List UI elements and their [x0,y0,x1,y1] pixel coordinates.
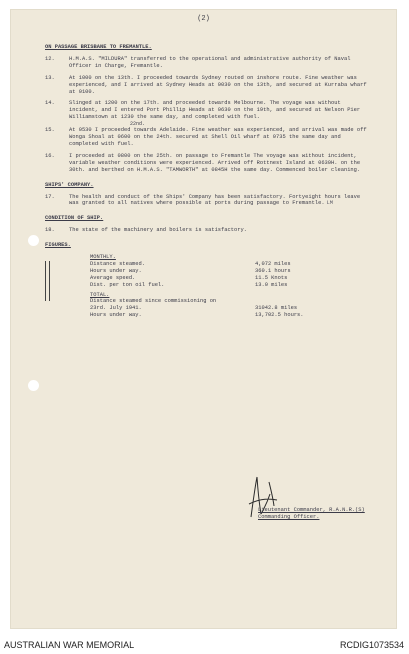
figure-label: Distance steamed since commissioning on [90,298,217,305]
figure-row [45,268,372,275]
paragraph-text: H.M.A.S. "MILDURA" transferred to the operational and administrative authority of Naval Officer in Charge, Fremantle. [69,55,351,69]
figure-label: Hours under way. [90,312,142,319]
figure-row [45,305,372,312]
signatory-rank: Lieutenant Commander, R.A.N.R.(S) [258,507,365,513]
figure-value: 13.0 miles [255,281,288,288]
section-heading: CONDITION OF SHIP. [45,215,104,222]
paragraph-number: 13. [45,74,55,81]
figure-row [45,312,372,319]
paragraph [45,100,372,121]
paragraph [45,153,372,174]
figure-row [45,275,372,282]
figure-row [45,298,372,305]
document-body [45,44,372,319]
figure-label: Dist. per ton oil fuel. [90,281,165,288]
section-heading: FIGURES. [45,242,71,249]
figure-label: Average speed. [90,274,136,281]
paragraph-number: 15. [45,127,55,134]
archive-id: RCDIG1073534 [339,640,404,650]
paragraph-number: 17. [45,193,55,200]
figure-value [255,298,372,305]
page-number: (2) [197,15,210,23]
figure-value: 4,072 miles [255,260,291,267]
paragraph-text: At 0530 I proceeded towards Adelaide. Fine weather was experienced, and arrival was made off Wonga Shoal at 0600 on the 24th. secured at Shell Oil wharf at 0735 the same day and completed with fuel. [69,127,367,147]
paragraph-number: 16. [45,152,55,159]
paragraph [45,56,372,70]
figure-value: 360.1 hours [255,267,291,274]
paragraph [45,227,372,234]
paragraph-text: At 1000 on the 13th. I proceeded towards Sydney routed on inshore route. Fine weather was experienced, and I arrived at Sydney Heads at 0030 on the 13th, and secured at Kurraba wharf at 0100. [69,74,367,95]
signature-block [258,507,365,521]
figure-label: 23rd. July 1941. [90,305,142,312]
paragraph-number: 14. [45,100,55,107]
paragraph-text: The state of the machinery and boilers is satisfactory. [69,227,247,234]
margin-note: LM [326,200,334,207]
figure-value: 13,702.5 hours. [255,312,304,319]
figure-value: 11.5 Knots [255,274,288,281]
paragraph [45,127,372,148]
archive-footer [0,638,409,654]
paragraph [45,75,372,96]
paragraph [45,194,372,208]
figure-label: Hours under way. [90,267,142,274]
subsection-heading: TOTAL. [90,291,110,298]
subsection-heading: MONTHLY. [90,254,116,261]
figure-row [45,261,372,268]
paragraph-number: 12. [45,55,55,62]
paragraph-text: Slinged at 1200 on the 17th. and proceeded towards Melbourne. The voyage was without incident, and I entered Port Phillip Heads at 0630 on the 19th, and secured at Nelson Pier Williamstown at 1230 the same day, and completed with fuel. [69,100,361,121]
punch-hole [28,235,39,246]
signatory-title: Commanding Officer. [258,513,320,520]
archive-name: AUSTRALIAN WAR MEMORIAL [4,640,135,650]
figure-row [45,282,372,289]
paragraph-text: The health and conduct of the Ships' Company has been satisfactory. Fortyeight hours leave was granted to all natives where possible at ports during passage to Fremantle. LM [69,193,361,207]
punch-hole [28,380,39,391]
figure-label: Distance steamed. [90,260,145,267]
section-heading: SHIPS' COMPANY. [45,181,94,188]
paragraph-number: 18. [45,227,55,234]
handwritten-insert: 22nd. [130,121,146,128]
paragraph-text: I proceeded at 0800 on the 25th. on passage to Fremantle The voyage was without incident, variable weather conditions were experienced. Arrived off Rottnest Island at 0630H. on the 30th. and berthed on H.M.A.S. "TAMWORTH" at 0845H the same day. Commenced boiler cleaning. [69,152,361,173]
figure-value: 31042.8 miles [255,305,298,312]
section-heading: ON PASSAGE BRISBANE TO FREMANTLE. [45,44,152,50]
